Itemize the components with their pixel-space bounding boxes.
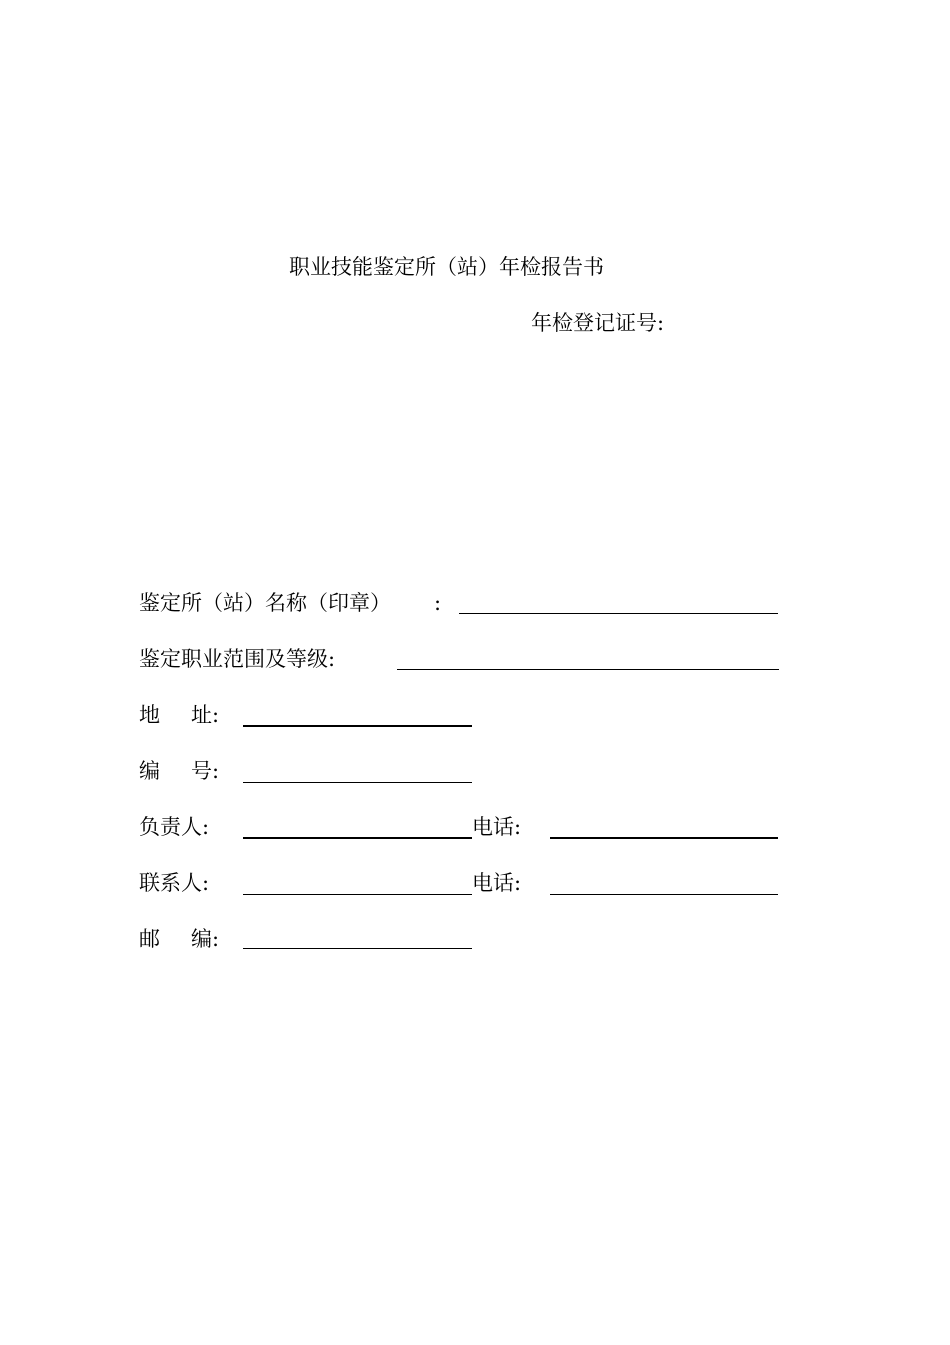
station-name-colon: : [434, 591, 442, 615]
manager-label: 负责人: [139, 815, 210, 839]
station-name-field[interactable] [459, 613, 778, 614]
number-label-char-1: 编 [139, 759, 160, 783]
registration-number-label: 年检登记证号: [531, 311, 665, 335]
postcode-label-char-2: 编: [191, 927, 220, 951]
manager-field[interactable] [243, 837, 472, 839]
contact-phone-field[interactable] [550, 894, 778, 895]
manager-phone-label: 电话: [472, 815, 522, 839]
contact-phone-label: 电话: [472, 871, 522, 895]
contact-label: 联系人: [139, 871, 210, 895]
number-label-char-2: 号: [191, 759, 220, 783]
document-title: 职业技能鉴定所（站）年检报告书 [289, 255, 604, 279]
address-field[interactable] [243, 725, 472, 727]
postcode-field[interactable] [243, 948, 472, 949]
address-label-char-2: 址: [191, 703, 220, 727]
manager-phone-field[interactable] [550, 837, 778, 839]
station-name-label: 鉴定所（站）名称（印章） [139, 591, 391, 615]
contact-field[interactable] [243, 894, 472, 895]
scope-label: 鉴定职业范围及等级: [139, 647, 336, 671]
address-label-char-1: 地 [139, 703, 160, 727]
postcode-label-char-1: 邮 [139, 927, 160, 951]
scope-field[interactable] [397, 669, 779, 670]
number-field[interactable] [243, 782, 472, 783]
